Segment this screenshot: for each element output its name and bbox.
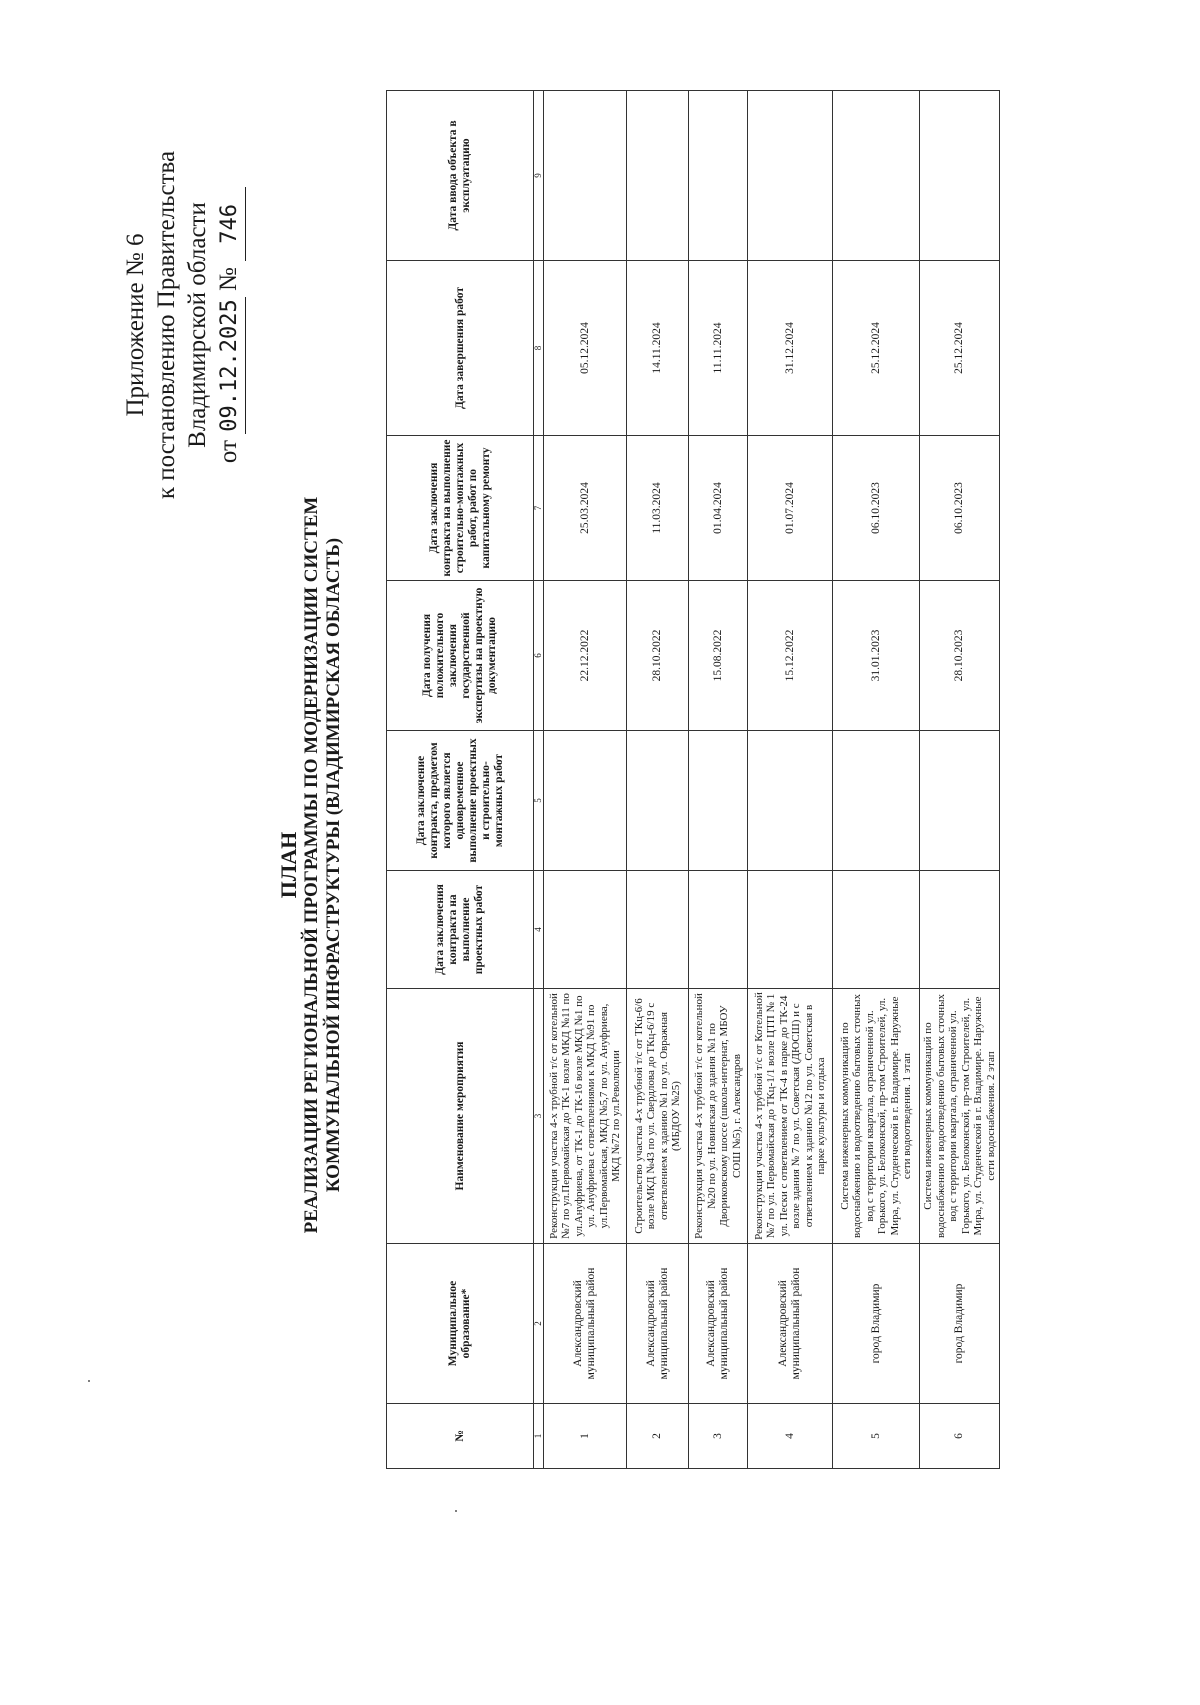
plan-table — [386, 90, 1000, 1469]
row-completion-date: 25.12.2024 — [833, 261, 920, 436]
table-row — [689, 91, 748, 1469]
row-construction-contract-date: 11.03.2024 — [627, 436, 689, 581]
table-row — [833, 91, 920, 1469]
row-completion-date: 11.11.2024 — [689, 261, 748, 436]
row-expertise-date: 28.10.2022 — [627, 581, 689, 731]
row-commissioning-date — [544, 91, 627, 261]
row-completion-date: 31.12.2024 — [748, 261, 833, 436]
appendix-number-sign: № — [215, 267, 242, 292]
row-municipality: Александровский муниципальный район — [689, 1244, 748, 1404]
scan-speck — [455, 1510, 457, 1512]
row-design-contract-date — [833, 871, 920, 989]
appendix-block — [120, 105, 246, 545]
header-cell-completion-date: Дата завершения работ — [387, 261, 534, 436]
appendix-line-1: Приложение № 6 — [122, 233, 149, 417]
header-cell-combined-contract-date: Дата заключение контракта, предметом которого является одновременное выполнение проектных и строительно-монтажных работ — [387, 731, 534, 871]
table-row — [627, 91, 689, 1469]
heading-line-1: РЕАЛИЗАЦИИ РЕГИОНАЛЬНОЙ ПРОГРАММЫ ПО МОДЕРНИЗАЦИИ СИСТЕМ — [301, 496, 322, 1234]
row-event-name: Система инженерных коммуникаций по водоснабжению и водоотведению бытовых сточных вод с территории квартала, ограниченной ул. Горького, ул. Белоконской, пр-том Строителей, ул. Мира, ул. Студенческой в г. Владимире. Наружные сети водоотведения. 1 этап — [833, 989, 920, 1244]
header-cell-construction-contract-date: Дата заключения контракта на выполнение строительно-монтажных работ, работ по капитальному ремонту — [387, 436, 534, 581]
header-cell-expertise-date: Дата получения положительного заключения государственной экспертизы на проектную документацию — [387, 581, 534, 731]
header-cell-design-contract-date: Дата заключения контракта на выполнение проектных работ — [387, 871, 534, 989]
row-event-name: Реконструкция участка 4-х трубной т/с от Котельной №7 по ул. Первомайская до ТКц-1/1 возле ЦТП № 1 ул. Пески с ответвлением от ТК-4 в парке до ТК-24 возле здания № 7 по ул. Советская (ДЮСШ) и с ответвлением к зданию №12 по ул. Советская в парке культуры и отдыха — [748, 989, 833, 1244]
row-expertise-date: 31.01.2023 — [833, 581, 920, 731]
column-number: 1 — [534, 1404, 544, 1469]
row-commissioning-date — [920, 91, 1000, 261]
row-event-name: Реконструкция участка 4-х трубной т/с от котельной №7 по ул.Первомайская до ТК-1 возле МКД №11 по ул.Ануфриева, от ТК-1 до ТК-16 возле МКД №1 по ул. Ануфриева с ответвлениями к МКД №91 по ул.Первомайская, МКД №5,7 по ул. Ануфриева, МКД №72 по ул.Революции — [544, 989, 627, 1244]
appendix-line-2: к постановлению Правительства — [153, 150, 180, 500]
row-completion-date: 05.12.2024 — [544, 261, 627, 436]
row-commissioning-date — [689, 91, 748, 261]
row-municipality: город Владимир — [920, 1244, 1000, 1404]
row-combined-contract-date — [544, 731, 627, 871]
header-cell-commissioning-date: Дата ввода объекта в эксплуатацию — [387, 91, 534, 261]
column-number: 5 — [534, 731, 544, 871]
column-number: 8 — [534, 261, 544, 436]
row-construction-contract-date: 06.10.2023 — [920, 436, 1000, 581]
column-number-row — [534, 91, 544, 1469]
heading-line-2: КОММУНАЛЬНОЙ ИНФРАСТРУКТУРЫ (ВЛАДИМИРСКАЯ ОБЛАСТЬ) — [323, 537, 344, 1193]
row-number: 4 — [748, 1404, 833, 1469]
table-row — [748, 91, 833, 1469]
row-design-contract-date — [544, 871, 627, 989]
column-number: 3 — [534, 989, 544, 1244]
row-combined-contract-date — [689, 731, 748, 871]
row-event-name: Строительство участка 4-х трубной т/с от ТКц-6/6 возле МКД №43 по ул. Свердлова до ТКц-6/19 с ответвлением к зданию №1 по ул. Овражная (МБДОУ №25) — [627, 989, 689, 1244]
row-municipality: Александровский муниципальный район — [627, 1244, 689, 1404]
header-cell-event-name: Наименование мероприятия — [387, 989, 534, 1244]
column-number: 9 — [534, 91, 544, 261]
row-combined-contract-date — [833, 731, 920, 871]
row-combined-contract-date — [627, 731, 689, 871]
column-number: 6 — [534, 581, 544, 731]
row-construction-contract-date: 01.04.2024 — [689, 436, 748, 581]
column-number: 7 — [534, 436, 544, 581]
row-number: 5 — [833, 1404, 920, 1469]
scan-speck — [88, 1380, 90, 1382]
row-commissioning-date — [748, 91, 833, 261]
table-header-row — [387, 91, 534, 1469]
row-number: 1 — [544, 1404, 627, 1469]
row-completion-date: 14.11.2024 — [627, 261, 689, 436]
table-row — [544, 91, 627, 1469]
appendix-number: 746 — [214, 187, 246, 261]
column-number: 4 — [534, 871, 544, 989]
row-combined-contract-date — [920, 731, 1000, 871]
row-design-contract-date — [627, 871, 689, 989]
appendix-date-number-line — [213, 105, 246, 545]
row-municipality: Александровский муниципальный район — [748, 1244, 833, 1404]
row-completion-date: 25.12.2024 — [920, 261, 1000, 436]
row-event-name: Система инженерных коммуникаций по водоснабжению и водоотведению бытовых сточных вод с территории квартала, ограниченной ул. Горького, ул. Белоконской, пр-том Строителей, ул. Мира, ул. Студенческой в г. Владимире. Наружные сети водоснабжения. 2 этап — [920, 989, 1000, 1244]
heading-title: ПЛАН — [276, 831, 301, 899]
row-design-contract-date — [748, 871, 833, 989]
row-expertise-date: 28.10.2023 — [920, 581, 1000, 731]
row-commissioning-date — [627, 91, 689, 261]
row-number: 6 — [920, 1404, 1000, 1469]
row-number: 3 — [689, 1404, 748, 1469]
appendix-from-label: от — [215, 439, 242, 464]
header-cell-number: № — [387, 1404, 534, 1469]
row-construction-contract-date: 06.10.2023 — [833, 436, 920, 581]
document-heading — [278, 325, 345, 1405]
row-event-name: Реконструкция участка 4-х трубной т/с от котельной №20 по ул. Новинская до здания №1 по Двориковскому шоссе (школа-интернат, МБОУ СОШ №5), г. Александров — [689, 989, 748, 1244]
table-row — [920, 91, 1000, 1469]
appendix-line-3: Владимирской области — [184, 202, 211, 448]
row-construction-contract-date: 01.07.2024 — [748, 436, 833, 581]
row-municipality: Александровский муниципальный район — [544, 1244, 627, 1404]
row-commissioning-date — [833, 91, 920, 261]
row-municipality: город Владимир — [833, 1244, 920, 1404]
row-design-contract-date — [920, 871, 1000, 989]
row-design-contract-date — [689, 871, 748, 989]
column-number: 2 — [534, 1244, 544, 1404]
appendix-date: 09.12.2025 — [214, 297, 246, 433]
row-combined-contract-date — [748, 731, 833, 871]
row-number: 2 — [627, 1404, 689, 1469]
row-expertise-date: 15.12.2022 — [748, 581, 833, 731]
row-expertise-date: 22.12.2022 — [544, 581, 627, 731]
row-expertise-date: 15.08.2022 — [689, 581, 748, 731]
header-cell-municipality: Муниципальное образование* — [387, 1244, 534, 1404]
row-construction-contract-date: 25.03.2024 — [544, 436, 627, 581]
